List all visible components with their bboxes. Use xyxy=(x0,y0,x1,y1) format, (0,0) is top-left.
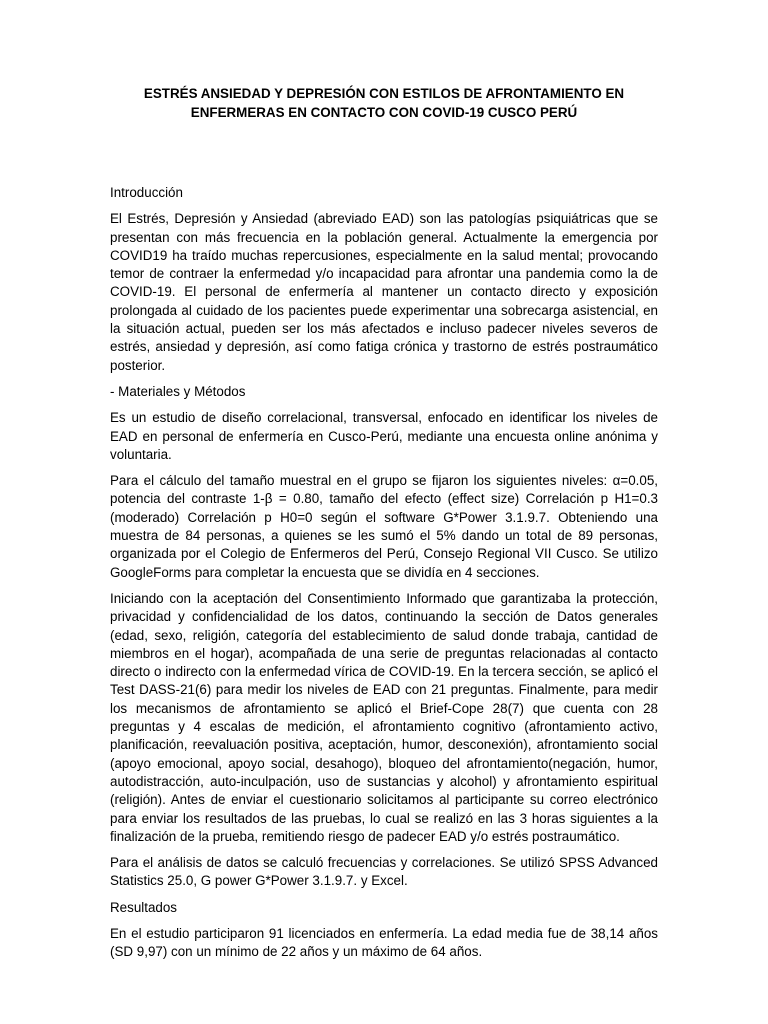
methods-paragraph-3: Iniciando con la aceptación del Consentimiento Informado que garantizaba la protección, privacidad y confidencialidad de los datos, continuando la sección de Datos generales (edad, sexo, religión, categoría del establecimiento de salud donde trabaja, cantidad de miembros en el hogar), acompañada de una serie de preguntas relacionadas al contacto directo o indirecto con la enfermedad vírica de COVID-19. En la tercera sección, se aplicó el Test DASS-21(6) para medir los niveles de EAD con 21 preguntas. Finalmente, para medir los mecanismos de afrontamiento se aplicó el Brief-Cope 28(7) que cuenta con 28 preguntas y 4 escalas de medición, el afrontamiento cognitivo (afrontamiento activo, planificación, reevaluación positiva, aceptación, humor, desconexión), afrontamiento social (apoyo emocional, apoyo social, desahogo), bloqueo del afrontamiento(negación, humor, autodistracción, auto-inculpación, uso de sustancias y alcohol) y afrontamiento espiritual (religión). Antes de enviar el cuestionario solicitamos al participante su correo electrónico para enviar los resultados de las pruebas, lo cual se realizó en las 3 horas siguientes a la finalización de la prueba, remitiendo riesgo de padecer EAD y/o estrés postraumático. xyxy=(110,590,658,844)
methods-paragraph-4: Para el análisis de datos se calculó frecuencias y correlaciones. Se utilizó SPSS Advanced Statistics 25.0, G power G*Power 3.1.9.7. y Excel. xyxy=(110,855,658,889)
section-heading-methods: - Materiales y Métodos xyxy=(110,383,246,399)
section-heading-results: Resultados xyxy=(110,899,177,915)
results-paragraph-1: En el estudio participaron 91 licenciados en enfermería. La edad media fue de 38,14 años (SD 9,97) con un mínimo de 22 años y un máximo de 64 años. xyxy=(110,925,658,960)
introduction-paragraph: El Estrés, Depresión y Ansiedad (abreviado EAD) son las patologías psiquiátricas que se presentan con más frecuencia en la población general. Actualmente la emergencia por COVID19 ha traído muchas repercusiones, especialmente en la salud mental; provocando temor de contraer la enfermedad y/o incapacidad para afrontar una pandemia como la de COVID-19. El personal de enfermería al mantener un contacto directo y exposición prolongada al cuidado de los pacientes puede experimentar una sobrecarga asistencial, en la situación actual, pueden ser los más afectados e incluso padecer niveles severos de estrés, ansiedad y depresión, así como fatiga crónica y trastorno de estrés postraumático posterior. xyxy=(110,211,658,373)
methods-paragraph-1: Es un estudio de diseño correlacional, transversal, enfocado en identificar los niveles de EAD en personal de enfermería en Cusco-Perú, mediante una encuesta online anónima y voluntaria. xyxy=(110,410,658,462)
document-title: ESTRÉS ANSIEDAD Y DEPRESIÓN CON ESTILOS DE AFRONTAMIENTO EN ENFERMERAS EN CONTACTO CON COVID-19 CUSCO PERÚ xyxy=(143,86,625,120)
section-heading-introduction: Introducción xyxy=(110,185,183,200)
methods-paragraph-2: Para el cálculo del tamaño muestral en el grupo se fijaron los siguientes niveles: α=0.05, potencia del contraste 1-β = 0.80, tamaño del efecto (effect size) Correlación p H1=0.3 (moderado) Correlación p H0=0 según el software G*Power 3.1.9.7. Obteniendo una muestra de 84 personas, a quienes se les sumó el 5% dando un total de 89 personas, organizada por el Colegio de Enfermeros del Perú, Consejo Regional VII Cusco. Se utilizo GoogleForms para completar la encuesta que se dividía en 4 secciones. xyxy=(110,473,658,580)
